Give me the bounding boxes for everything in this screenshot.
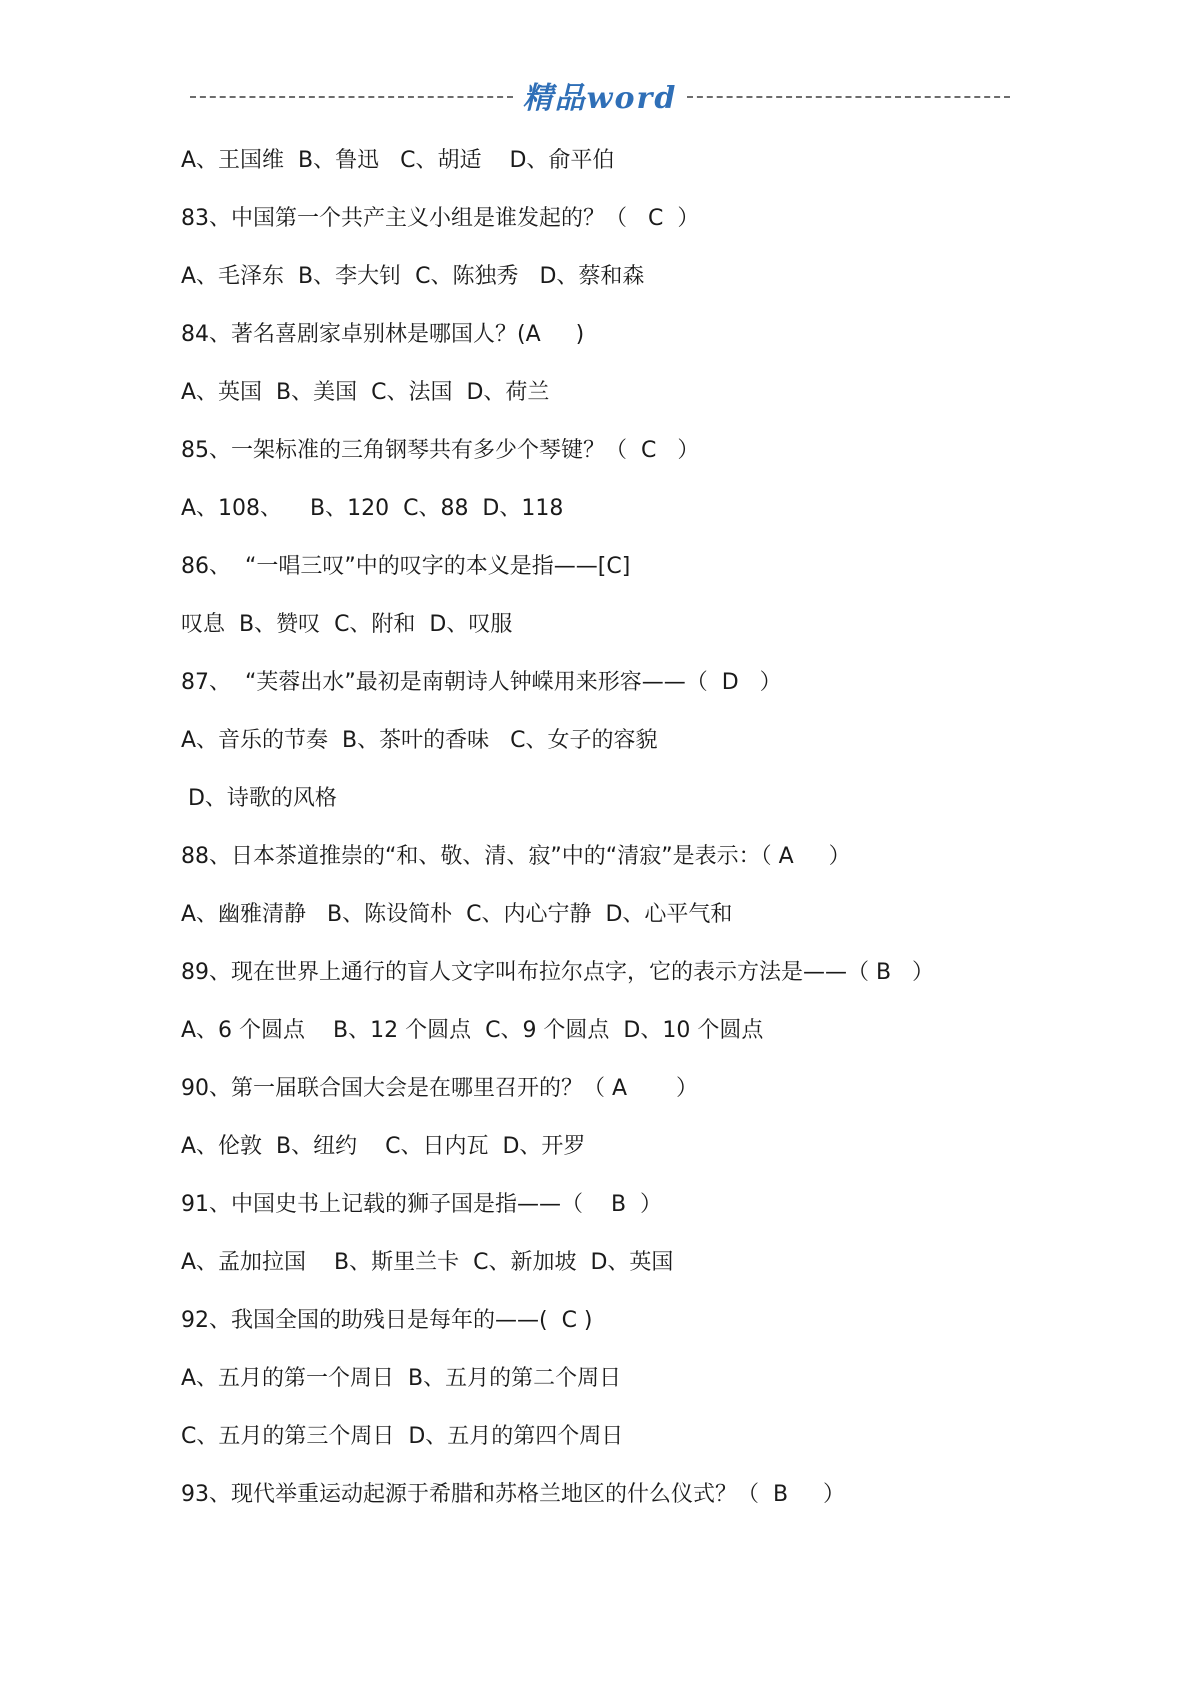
option-line: A、毛泽东 B、李大钊 C、陈独秀 D、蔡和森 [181,264,645,289]
question-line: 85、一架标准的三角钢琴共有多少个琴键？（ C ） [181,438,700,463]
option-line: A、孟加拉国 B、斯里兰卡 C、新加坡 D、英国 [181,1250,674,1275]
question-line: 86、 “一唱三叹”中的叹字的本义是指——[C] [181,554,631,579]
option-line: A、6 个圆点 B、12 个圆点 C、9 个圆点 D、10 个圆点 [181,1018,764,1043]
option-line: 叹息 B、赞叹 C、附和 D、叹服 [181,612,513,637]
question-line: 84、著名喜剧家卓别林是哪国人？(A ) [181,322,585,347]
question-line: 93、现代举重运动起源于希腊和苏格兰地区的什么仪式？（ B ） [181,1482,846,1507]
question-line: 87、 “芙蓉出水”最初是南朝诗人钟嵘用来形容——（ D ） [181,670,782,695]
question-line: 91、中国史书上记载的狮子国是指——（ B ） [181,1192,663,1217]
question-line: 92、我国全国的助残日是每年的——( C ) [181,1308,593,1333]
option-line: A、108、 B、120 C、88 D、118 [181,496,564,521]
page-header [190,70,1010,120]
option-line: A、英国 B、美国 C、法国 D、荷兰 [181,380,550,405]
document-body [181,143,1081,1535]
option-line: C、五月的第三个周日 D、五月的第四个周日 [181,1424,624,1449]
option-line: A、音乐的节奏 B、茶叶的香味 C、女子的容貌 [181,728,658,753]
question-line: 88、日本茶道推崇的“和、敬、清、寂”中的“清寂”是表示：（ A ） [181,844,851,869]
option-line: A、五月的第一个周日 B、五月的第二个周日 [181,1366,622,1391]
option-line: A、幽雅清静 B、陈设简朴 C、内心宁静 D、心平气和 [181,902,733,927]
question-line: 89、现在世界上通行的盲人文字叫布拉尔点字，它的表示方法是——（ B ） [181,960,935,985]
header-dashed-line-left [190,96,513,98]
option-line: A、伦敦 B、纽约 C、日内瓦 D、开罗 [181,1134,586,1159]
question-line: 90、第一届联合国大会是在哪里召开的？（ A ） [181,1076,698,1101]
option-line: A、王国维 B、鲁迅 C、胡适 D、俞平伯 [181,148,615,173]
question-line: 83、中国第一个共产主义小组是谁发起的？（ C ） [181,206,700,231]
header-dashed-line-right [687,96,1010,98]
option-line: D、诗歌的风格 [181,786,337,811]
header-brand: 精品word [522,81,678,116]
